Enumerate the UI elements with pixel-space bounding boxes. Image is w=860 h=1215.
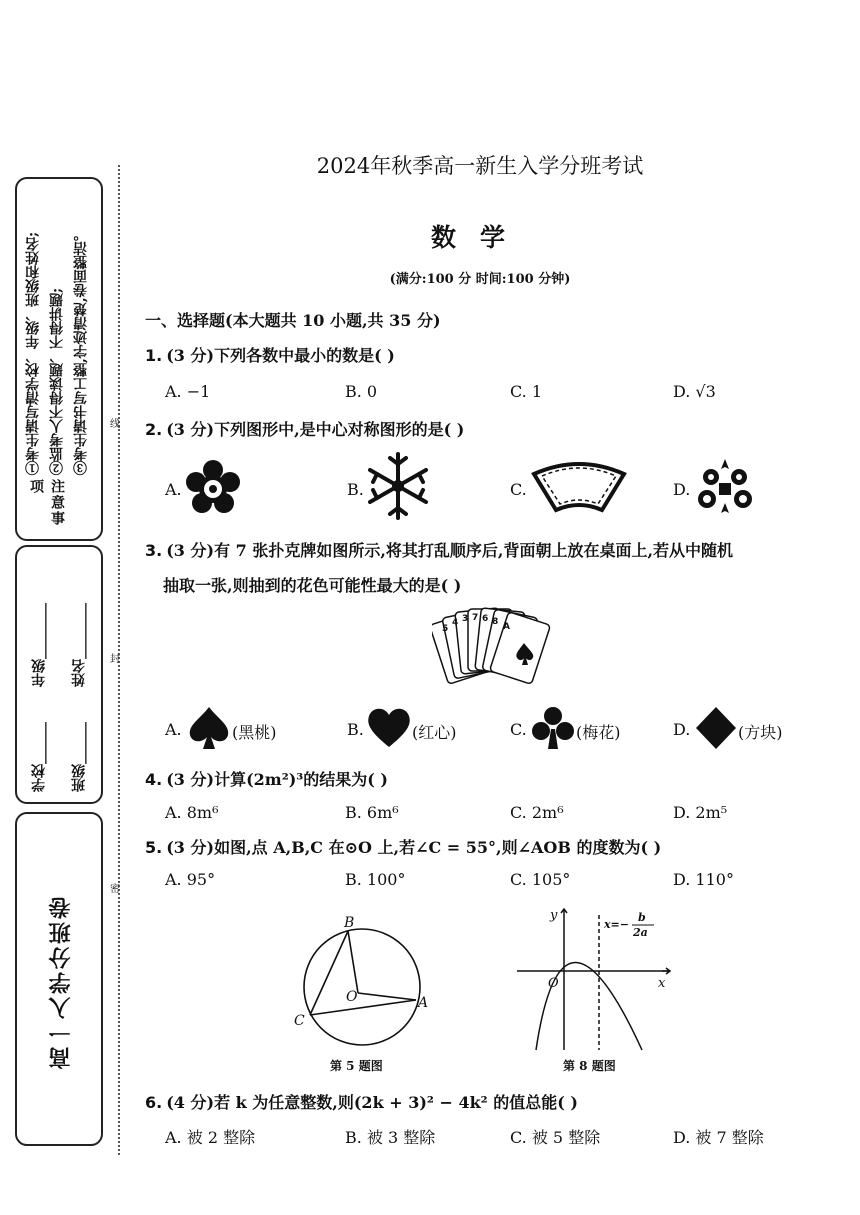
card-label: 3 [462,614,469,624]
question-number: 4. [145,770,163,789]
card-label: 5 [442,624,449,634]
question-text: (3 分)下列图形中,是中心对称图形的是( ) [166,420,465,439]
axis-of-symmetry-label: x=− [604,918,629,931]
q5-option-c: C. 105° [510,870,571,889]
q5-option-b: B. 100° [345,870,406,889]
question-text: (3 分)有 7 张扑克牌如图所示,将其打乱顺序后,背面朝上放在桌面上,若从中随机 [166,541,734,560]
question-2 [145,417,464,440]
subject-title: 数学 [430,223,529,252]
question-6 [145,1090,578,1113]
q3-option-d-suit: (方块) [738,723,783,742]
question-number: 5. [145,838,163,857]
notice-line-1: ①考生请写清学校、年级、班级和姓名; [25,231,41,475]
q1-option-d: D. √3 [673,382,716,401]
q3-option-b-suit: (红心) [412,723,457,742]
q4-option-a: A. 8m⁶ [165,803,219,822]
card-label: 7 [472,613,479,623]
question-number: 3. [145,541,163,560]
card-label: 6 [482,614,489,624]
origin-label: O [548,976,559,991]
cut-mark-secret: 密 [110,884,120,895]
x-axis-label: x [658,976,666,991]
exam-tag-box [15,812,103,1146]
q1-option-b: B. 0 [345,382,378,401]
q3-option-c: C. [510,720,527,739]
question-number: 6. [145,1093,163,1112]
q3-option-d: D. [673,720,691,739]
point-o-label: O [346,989,358,1005]
snowflake-icon [365,452,431,520]
exam-meta: (满分:100 分 时间:100 分钟) [389,272,571,287]
fan-shape-icon [530,460,628,515]
q2-option-b: B. [347,480,364,499]
question-text: (4 分)若 k 为任意整数,则(2k + 3)² − 4k² 的值总能( ) [166,1093,578,1112]
card-label: 4 [452,618,459,628]
question-5 [145,835,661,858]
q3-option-a: A. [165,720,182,739]
diamond-icon [694,705,738,751]
field-grade-label: 年级 [31,659,47,687]
q3-option-a-suit: (黑桃) [232,723,277,742]
club-icon [530,705,576,751]
field-name: 姓名________ [71,603,87,687]
point-c-label: C [294,1013,305,1029]
q6-option-b: B. 被 3 整除 [345,1128,436,1147]
question-number: 1. [145,346,163,365]
ornament-icon [693,455,757,517]
q2-option-c: C. [510,480,527,499]
q5-option-d: D. 110° [673,870,734,889]
student-info-box [15,545,103,804]
q2-option-d: D. [673,480,691,499]
cut-mark-seal: 封 [110,654,120,665]
field-grade: 年级________ [31,603,47,687]
question-text: (3 分)计算(2m²)³的结果为( ) [166,770,388,789]
cut-mark-line: 线 [110,419,120,430]
q6-option-d: D. 被 7 整除 [673,1128,764,1147]
question-text: (3 分)如图,点 A,B,C 在⊙O 上,若∠C = 55°,则∠AOB 的度数为( ) [166,838,662,857]
flower-emblem-icon [182,458,244,520]
q5-option-a: A. 95° [165,870,216,889]
figure-5-caption: 第 5 题图 [330,1059,383,1073]
notice-line-3: ③考生请书写工整,字迹清楚,卷面整洁。 [73,227,89,475]
notice-line-2: ②监考人不得读题、不得讲题; [49,287,65,475]
playing-cards-figure [432,605,552,693]
question-text: (3 分)下列各数中最小的数是( ) [166,346,395,365]
question-3-line-2: 抽取一张,则抽到的花色可能性最大的是( ) [163,576,462,595]
heart-icon [366,705,412,749]
q4-option-d: D. 2m⁵ [673,803,728,822]
field-school: 学校______ [31,722,47,792]
fraction-numerator: b [638,911,646,924]
section-heading: 一、选择题(本大题共 10 小题,共 35 分) [145,311,441,330]
q1-option-a: A. −1 [165,382,211,401]
point-b-label: B [344,915,355,931]
notice-label: 注意事项 [28,479,65,527]
field-school-label: 学校 [31,764,47,792]
y-axis-label: y [550,908,558,923]
question-3 [145,538,733,561]
field-class-label: 班级 [71,764,87,792]
card-label: A [503,622,510,632]
question-1 [145,343,395,366]
field-class: 班级______ [71,722,87,792]
figure-5-circle [290,915,440,1055]
q3-option-c-suit: (梅花) [576,723,621,742]
q3-option-b: B. [347,720,364,739]
field-name-label: 姓名 [71,659,87,687]
question-number: 2. [145,420,163,439]
q4-option-b: B. 6m⁶ [345,803,399,822]
spade-icon [186,705,232,751]
question-4 [145,767,388,790]
q2-option-a: A. [165,480,182,499]
q6-option-c: C. 被 5 整除 [510,1128,601,1147]
exam-tag: 高一入学分班卷 [48,894,74,1069]
card-label: 8 [492,617,499,627]
q1-option-c: C. 1 [510,382,543,401]
figure-8-caption: 第 8 题图 [563,1059,616,1073]
point-a-label: A [418,995,429,1011]
exam-title: 2024年秋季高一新生入学分班考试 [316,154,644,178]
q4-option-c: C. 2m⁶ [510,803,564,822]
q6-option-a: A. 被 2 整除 [165,1128,256,1147]
fraction-denominator: 2a [633,926,648,939]
figure-8-parabola [512,905,677,1055]
